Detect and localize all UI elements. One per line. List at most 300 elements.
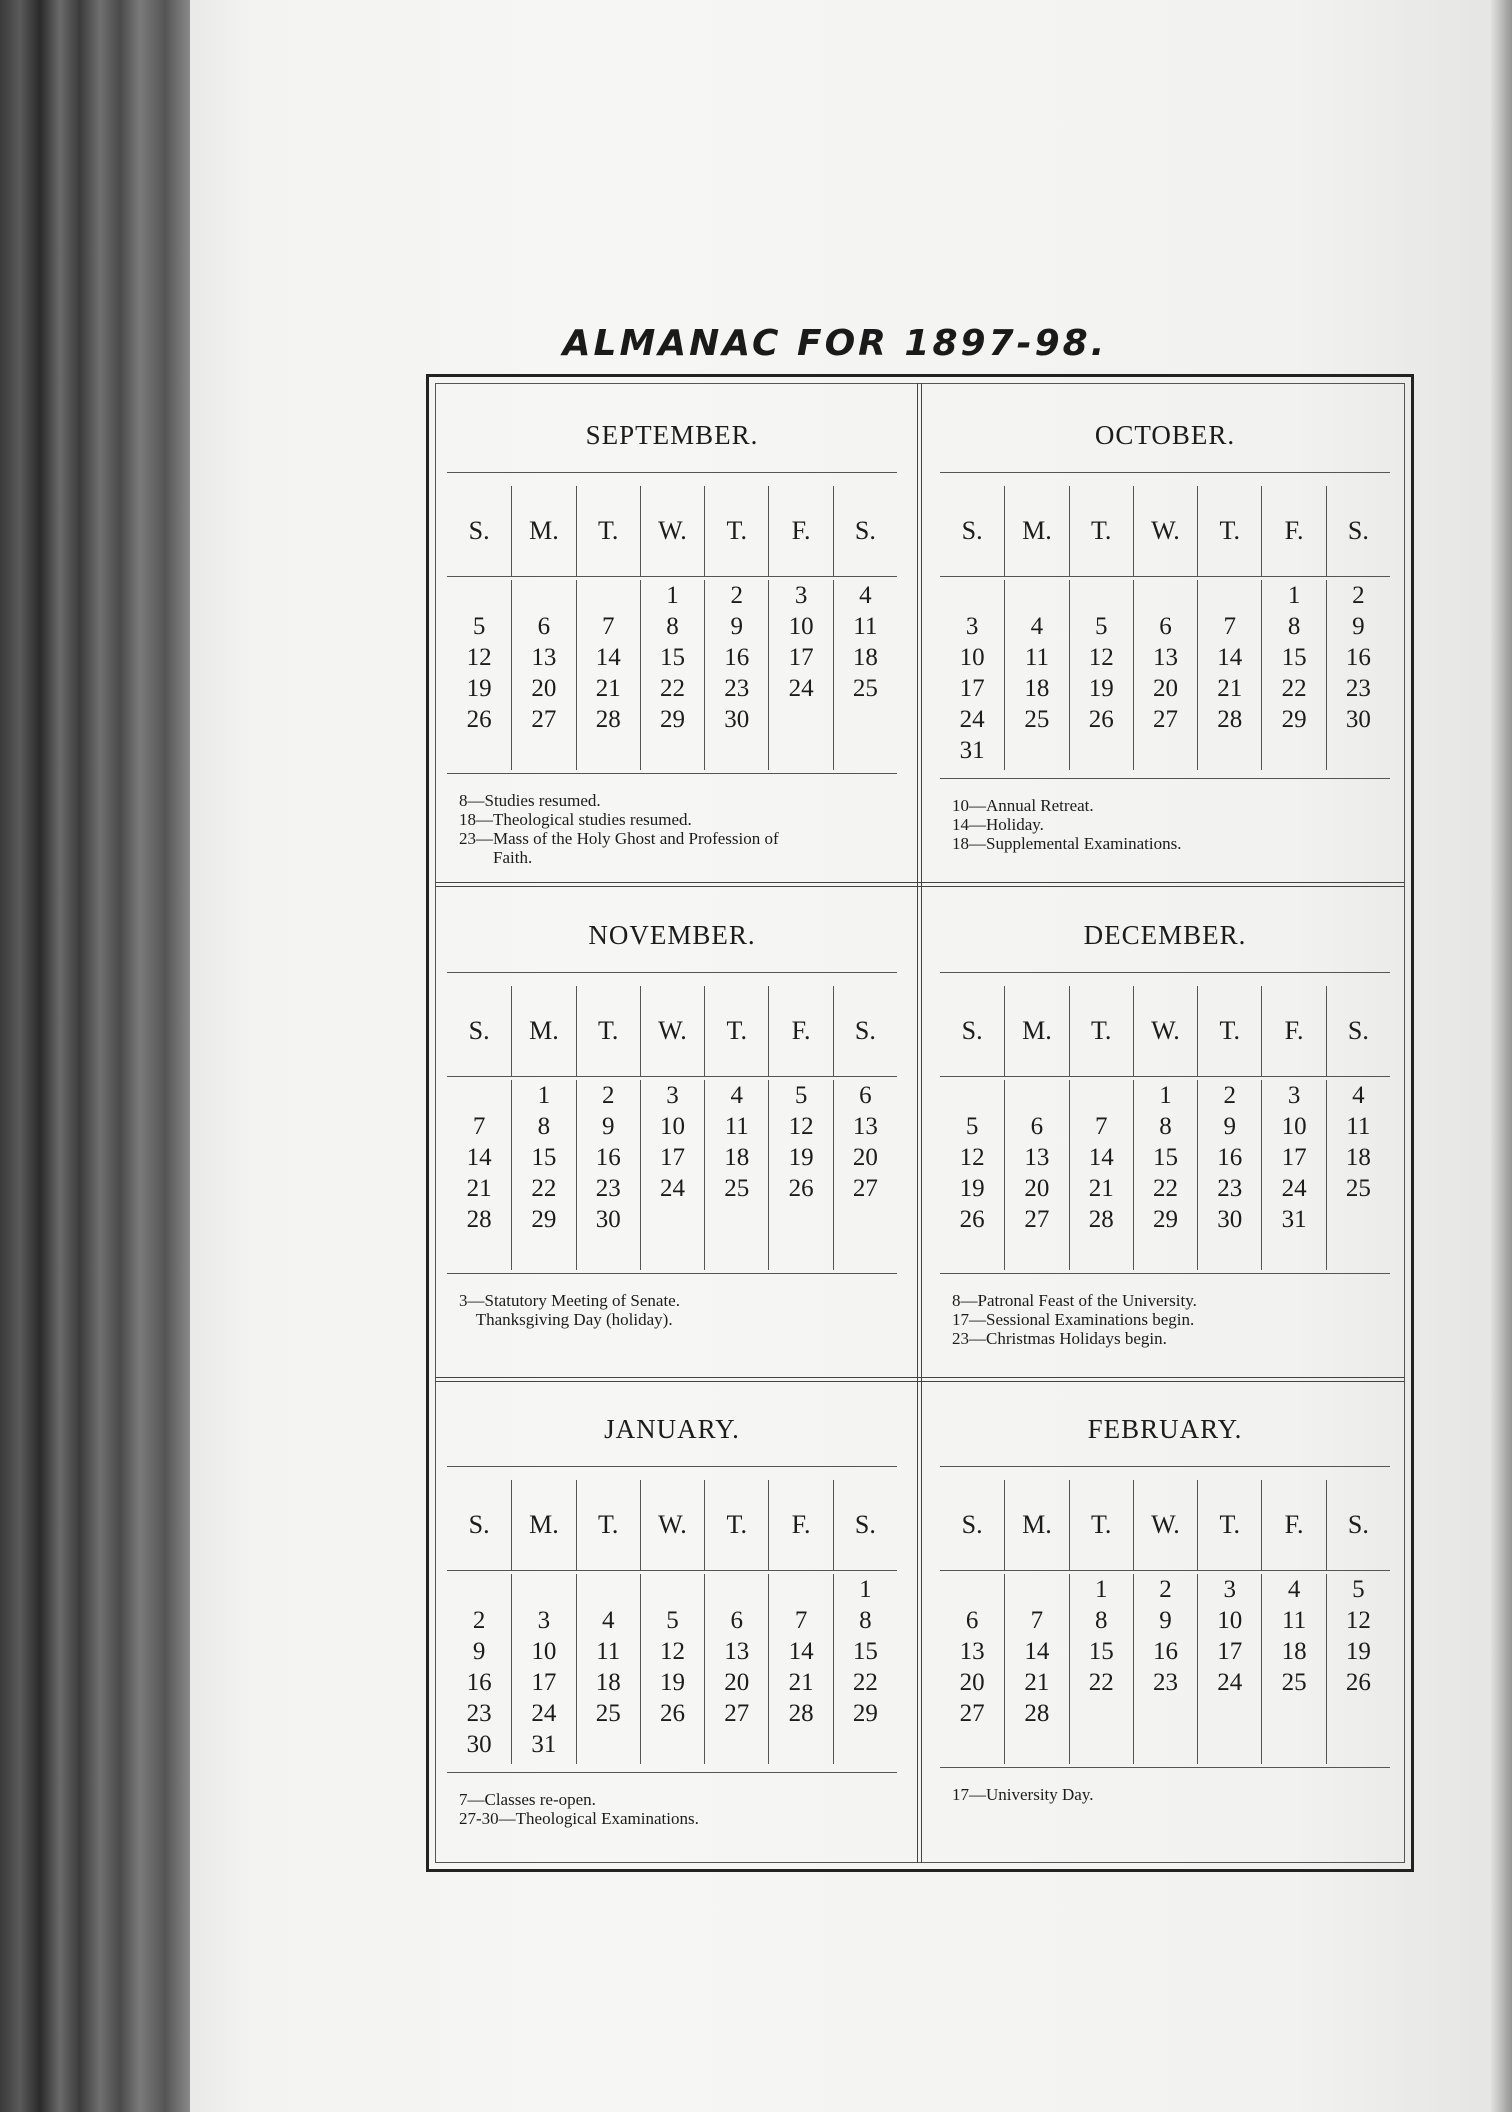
day-cell: 18 (595, 1669, 621, 1696)
day-cell: 14 (595, 644, 621, 671)
day-cell: 20 (852, 1144, 878, 1171)
day-cell: 26 (466, 706, 492, 733)
day-cell: 13 (531, 644, 557, 671)
weekday-header: T. (704, 486, 768, 576)
day-cell: 30 (1345, 706, 1371, 733)
weekday-header: T. (576, 1480, 640, 1570)
page-title: ALMANAC FOR 1897-98. (562, 323, 1108, 364)
day-cell: 31 (959, 737, 985, 764)
weekday-header: W. (640, 486, 704, 576)
day-cell: 19 (466, 675, 492, 702)
day-column (576, 1080, 640, 1270)
day-column (1261, 1080, 1325, 1270)
weekday-header: T. (1197, 986, 1261, 1076)
day-cell: 6 (1159, 613, 1172, 640)
day-cell (512, 580, 575, 611)
rule-line (447, 576, 897, 577)
day-cell (577, 580, 640, 611)
day-cell: 15 (1152, 1144, 1178, 1171)
day-cell: 8 (1287, 613, 1301, 640)
day-cell: 26 (1088, 706, 1114, 733)
day-cell (705, 1204, 768, 1235)
weekday-header: W. (1133, 486, 1197, 576)
rule-line (940, 778, 1390, 779)
day-column (447, 580, 511, 770)
day-cell: 9 (472, 1638, 486, 1665)
day-column (768, 1080, 832, 1270)
day-cell: 21 (1088, 1175, 1114, 1202)
month-panel (930, 884, 1400, 1372)
day-cell: 6 (1030, 1113, 1044, 1140)
day-cell: 6 (730, 1607, 744, 1634)
day-cell: 11 (1024, 644, 1049, 671)
day-cell: 20 (1024, 1175, 1050, 1202)
note-line: 23—Christmas Holidays begin. (952, 1329, 1167, 1348)
day-cell: 10 (1281, 1113, 1307, 1140)
note-line: 7—Classes re-open. (459, 1790, 596, 1809)
weekday-header: S. (1326, 486, 1390, 576)
days-grid (447, 1080, 897, 1294)
day-cell: 17 (788, 644, 814, 671)
note-line: 17—Sessional Examinations begin. (952, 1310, 1195, 1329)
day-cell: 29 (1281, 706, 1307, 733)
day-cell: 17 (1281, 1144, 1307, 1171)
rule-line (940, 576, 1390, 577)
day-cell: 3 (965, 613, 979, 640)
day-cell (940, 580, 1004, 611)
rule-line (447, 1273, 897, 1274)
month-notes (952, 796, 1390, 853)
day-cell: 11 (1282, 1607, 1307, 1634)
month-name: DECEMBER. (1083, 920, 1247, 950)
day-cell: 7 (472, 1113, 486, 1140)
day-cell: 31 (1281, 1206, 1307, 1233)
day-cell (641, 1204, 704, 1235)
day-cell: 18 (1281, 1638, 1307, 1665)
day-cell: 12 (1088, 644, 1114, 671)
day-cell: 4 (1287, 1576, 1301, 1603)
day-cell: 2 (1223, 1082, 1237, 1109)
day-cell: 6 (859, 1082, 872, 1109)
day-column (768, 580, 832, 770)
day-cell: 17 (1217, 1638, 1243, 1665)
day-cell (705, 1729, 768, 1760)
day-cell (834, 704, 897, 735)
weekday-header: F. (1261, 486, 1325, 576)
day-cell: 23 (595, 1175, 621, 1202)
day-cell (1070, 1080, 1133, 1111)
day-cell: 5 (1352, 1576, 1365, 1603)
day-cell (641, 1574, 704, 1605)
day-cell (769, 1574, 832, 1605)
weekday-header: W. (640, 986, 704, 1076)
day-cell: 19 (788, 1144, 814, 1171)
day-cell (769, 704, 832, 735)
day-cell (1070, 735, 1133, 766)
day-cell: 4 (1030, 613, 1044, 640)
day-cell (447, 580, 511, 611)
rule-line (940, 1273, 1390, 1274)
day-cell: 22 (531, 1175, 557, 1202)
weekday-header-row (940, 486, 1390, 576)
day-cell: 24 (659, 1175, 685, 1202)
day-column (704, 1574, 768, 1764)
note-line: 3—Statutory Meeting of Senate. (459, 1291, 680, 1310)
day-cell: 30 (1217, 1206, 1243, 1233)
day-cell (1005, 735, 1068, 766)
day-cell: 1 (666, 582, 679, 609)
day-cell: 13 (724, 1638, 750, 1665)
day-cell (1070, 580, 1133, 611)
day-cell: 28 (788, 1700, 814, 1727)
day-column (1197, 1080, 1261, 1270)
weekday-header: T. (1197, 1480, 1261, 1570)
day-cell (641, 1729, 704, 1760)
day-cell: 7 (794, 1607, 808, 1634)
day-column (511, 1574, 575, 1764)
day-cell (769, 1729, 832, 1760)
day-cell (1327, 735, 1390, 766)
note-line: 14—Holiday. (952, 815, 1044, 834)
day-column (1261, 580, 1325, 770)
days-grid (940, 580, 1390, 794)
day-column (768, 1574, 832, 1764)
day-cell: 15 (531, 1144, 557, 1171)
day-cell: 15 (1088, 1638, 1114, 1665)
day-cell: 25 (595, 1700, 621, 1727)
day-cell: 8 (537, 1113, 551, 1140)
weekday-header: S. (961, 516, 983, 545)
day-cell: 22 (1281, 675, 1307, 702)
day-cell: 2 (730, 582, 744, 609)
weekday-header-row (447, 1480, 897, 1570)
day-cell (1198, 1698, 1261, 1729)
day-cell (1070, 1698, 1133, 1729)
day-column (1069, 1574, 1133, 1764)
weekday-header: F. (768, 1480, 832, 1570)
day-cell: 26 (788, 1175, 814, 1202)
day-cell: 21 (466, 1175, 492, 1202)
rule-line (940, 1466, 1390, 1467)
day-cell: 18 (1024, 675, 1050, 702)
day-cell: 1 (1287, 582, 1301, 609)
day-cell: 8 (1159, 1113, 1172, 1140)
day-cell: 16 (595, 1144, 621, 1171)
day-cell: 12 (788, 1113, 814, 1140)
day-cell: 4 (730, 1082, 744, 1109)
day-cell: 26 (1345, 1669, 1371, 1696)
day-cell (1134, 735, 1197, 766)
day-column (940, 1574, 1004, 1764)
rule-line (447, 1570, 897, 1571)
weekday-header-row (447, 986, 897, 1076)
weekday-header: S. (961, 1016, 983, 1045)
day-column (576, 1574, 640, 1764)
day-cell: 25 (1281, 1669, 1307, 1696)
day-cell: 27 (531, 706, 557, 733)
day-cell: 25 (1345, 1175, 1371, 1202)
day-cell: 13 (1152, 644, 1178, 671)
day-cell: 17 (959, 675, 985, 702)
day-cell: 18 (1345, 1144, 1371, 1171)
day-cell: 20 (1152, 675, 1178, 702)
day-cell: 25 (852, 675, 878, 702)
day-cell (1198, 735, 1261, 766)
day-cell: 30 (724, 706, 750, 733)
day-column (1004, 1574, 1068, 1764)
weekday-header: S. (833, 986, 897, 1076)
day-column (1069, 580, 1133, 770)
day-cell: 23 (1345, 675, 1371, 702)
note-line: 18—Theological studies resumed. (459, 810, 692, 829)
day-column (447, 1080, 511, 1270)
rule-line (447, 972, 897, 973)
day-cell: 16 (724, 644, 750, 671)
day-column (511, 1080, 575, 1270)
day-column (1326, 1574, 1390, 1764)
weekday-header: F. (768, 986, 832, 1076)
day-cell: 26 (659, 1700, 685, 1727)
day-cell: 13 (1024, 1144, 1050, 1171)
day-cell: 23 (1217, 1175, 1243, 1202)
day-cell (1134, 1698, 1197, 1729)
day-cell: 19 (1088, 675, 1114, 702)
day-cell: 5 (965, 1113, 979, 1140)
day-column (940, 580, 1004, 770)
day-cell: 24 (788, 675, 814, 702)
days-grid (447, 1574, 897, 1788)
weekday-header: T. (1069, 986, 1133, 1076)
day-cell: 10 (659, 1113, 685, 1140)
rule-line (940, 972, 1390, 973)
note-line: 23—Mass of the Holy Ghost and Profession of (459, 829, 779, 848)
day-cell: 21 (788, 1669, 814, 1696)
day-cell: 14 (788, 1638, 814, 1665)
weekday-header: M. (511, 486, 575, 576)
rule-line (940, 472, 1390, 473)
day-column (1133, 580, 1197, 770)
day-cell: 10 (959, 644, 985, 671)
day-cell: 16 (1345, 644, 1371, 671)
note-line: Thanksgiving Day (holiday). (459, 1310, 673, 1329)
weekday-header-row (447, 486, 897, 576)
day-cell: 1 (1094, 1576, 1108, 1603)
month-notes (952, 1291, 1390, 1348)
day-cell: 29 (852, 1700, 878, 1727)
day-cell: 5 (472, 613, 486, 640)
day-cell: 27 (1152, 706, 1178, 733)
day-cell: 4 (1352, 1082, 1365, 1109)
day-cell: 2 (1352, 582, 1365, 609)
day-cell (1005, 1080, 1068, 1111)
weekday-header: M. (511, 1480, 575, 1570)
month-notes (459, 791, 897, 867)
month-name: NOVEMBER. (588, 920, 756, 950)
month-panel (930, 384, 1400, 872)
day-column (576, 580, 640, 770)
rule-line (940, 1076, 1390, 1077)
weekday-header: S. (833, 486, 897, 576)
weekday-header: W. (640, 1480, 704, 1570)
weekday-header: S. (468, 516, 490, 545)
day-cell: 3 (537, 1607, 551, 1634)
month-notes (459, 1790, 897, 1828)
day-cell: 22 (1088, 1669, 1114, 1696)
day-column (704, 1080, 768, 1270)
day-cell: 24 (959, 706, 985, 733)
day-cell (577, 1729, 640, 1760)
day-cell: 17 (659, 1144, 685, 1171)
day-cell: 8 (1094, 1607, 1108, 1634)
day-cell (1262, 1698, 1325, 1729)
note-line: 10—Annual Retreat. (952, 796, 1094, 815)
day-column (640, 1574, 704, 1764)
days-grid (447, 580, 897, 794)
day-cell: 31 (531, 1731, 557, 1758)
weekday-header: M. (1004, 486, 1068, 576)
day-cell: 2 (1159, 1576, 1172, 1603)
day-cell: 18 (852, 644, 878, 671)
day-cell: 25 (1024, 706, 1050, 733)
rule-line (447, 472, 897, 473)
day-cell: 9 (1159, 1607, 1172, 1634)
day-cell (705, 1574, 768, 1605)
day-cell: 14 (1217, 644, 1243, 671)
day-cell: 10 (788, 613, 814, 640)
day-cell: 9 (730, 613, 744, 640)
day-cell: 17 (531, 1669, 557, 1696)
day-cell: 2 (472, 1607, 486, 1634)
day-cell: 27 (724, 1700, 750, 1727)
day-cell: 9 (1352, 613, 1365, 640)
day-cell: 22 (1152, 1175, 1178, 1202)
weekday-header: T. (1197, 486, 1261, 576)
day-column (511, 580, 575, 770)
day-cell: 19 (959, 1175, 985, 1202)
day-cell: 23 (724, 675, 750, 702)
day-cell: 16 (466, 1669, 492, 1696)
day-cell: 20 (724, 1669, 750, 1696)
day-cell: 18 (724, 1144, 750, 1171)
day-cell: 10 (1217, 1607, 1243, 1634)
day-cell (1262, 735, 1325, 766)
weekday-header: S. (1326, 1480, 1390, 1570)
rule-line (447, 773, 897, 774)
day-cell: 26 (959, 1206, 985, 1233)
day-cell: 12 (1345, 1607, 1371, 1634)
day-cell (447, 1080, 511, 1111)
day-column (1133, 1574, 1197, 1764)
day-cell (1005, 1574, 1068, 1605)
day-column (1326, 1080, 1390, 1270)
weekday-header: F. (768, 486, 832, 576)
day-cell: 11 (853, 613, 878, 640)
weekday-header: T. (1069, 1480, 1133, 1570)
day-cell: 4 (859, 582, 872, 609)
weekday-header: F. (1261, 986, 1325, 1076)
weekday-header: S. (1326, 986, 1390, 1076)
days-grid (940, 1574, 1390, 1788)
month-panel (930, 1378, 1400, 1866)
day-cell: 27 (1024, 1206, 1050, 1233)
day-column (833, 1080, 897, 1270)
day-cell (447, 1574, 511, 1605)
rule-line (940, 1767, 1390, 1768)
day-cell (1198, 580, 1261, 611)
day-cell: 1 (1159, 1082, 1172, 1109)
day-cell: 7 (1223, 613, 1237, 640)
book-page-edges (0, 0, 190, 2112)
weekday-header: T. (704, 1480, 768, 1570)
day-cell: 23 (466, 1700, 492, 1727)
day-cell (940, 1080, 1004, 1111)
day-cell: 8 (666, 613, 679, 640)
day-column (833, 580, 897, 770)
day-column (1069, 1080, 1133, 1270)
day-cell (769, 1204, 832, 1235)
day-cell (1005, 580, 1068, 611)
day-cell: 21 (595, 675, 621, 702)
note-line: 8—Studies resumed. (459, 791, 601, 810)
day-cell: 30 (595, 1206, 621, 1233)
month-notes (952, 1785, 1390, 1804)
weekday-header: M. (1004, 986, 1068, 1076)
day-cell: 19 (1345, 1638, 1371, 1665)
day-cell (940, 1574, 1004, 1605)
day-column (1004, 1080, 1068, 1270)
day-cell: 7 (1094, 1113, 1108, 1140)
day-cell: 5 (1094, 613, 1108, 640)
day-cell: 7 (1030, 1607, 1044, 1634)
month-panel (437, 1378, 907, 1866)
day-cell (834, 1729, 897, 1760)
rule-line (940, 1570, 1390, 1571)
day-cell: 28 (595, 706, 621, 733)
day-cell: 3 (1223, 1576, 1237, 1603)
day-cell: 8 (859, 1607, 872, 1634)
day-cell: 16 (1217, 1144, 1243, 1171)
note-line: 18—Supplemental Examinations. (952, 834, 1182, 853)
day-cell: 28 (1088, 1206, 1114, 1233)
day-cell: 14 (466, 1144, 492, 1171)
day-cell: 24 (1217, 1669, 1243, 1696)
days-grid (940, 1080, 1390, 1294)
weekday-header: T. (704, 986, 768, 1076)
day-cell: 12 (659, 1638, 685, 1665)
weekday-header: S. (468, 1510, 490, 1539)
day-cell: 23 (1152, 1669, 1178, 1696)
weekday-header: W. (1133, 1480, 1197, 1570)
note-line: 17—University Day. (952, 1785, 1094, 1804)
day-column (447, 1574, 511, 1764)
day-column (704, 580, 768, 770)
day-cell: 30 (466, 1731, 492, 1758)
day-cell: 5 (794, 1082, 808, 1109)
weekday-header: S. (961, 1510, 983, 1539)
day-cell: 15 (852, 1638, 878, 1665)
month-panel (437, 884, 907, 1372)
weekday-header: M. (511, 986, 575, 1076)
day-cell: 15 (659, 644, 685, 671)
weekday-header: T. (576, 986, 640, 1076)
day-cell: 13 (852, 1113, 878, 1140)
month-notes (459, 1291, 897, 1329)
day-cell: 11 (1346, 1113, 1371, 1140)
weekday-header: T. (576, 486, 640, 576)
day-cell: 4 (601, 1607, 615, 1634)
day-cell: 6 (965, 1607, 979, 1634)
month-name: JANUARY. (604, 1414, 740, 1444)
